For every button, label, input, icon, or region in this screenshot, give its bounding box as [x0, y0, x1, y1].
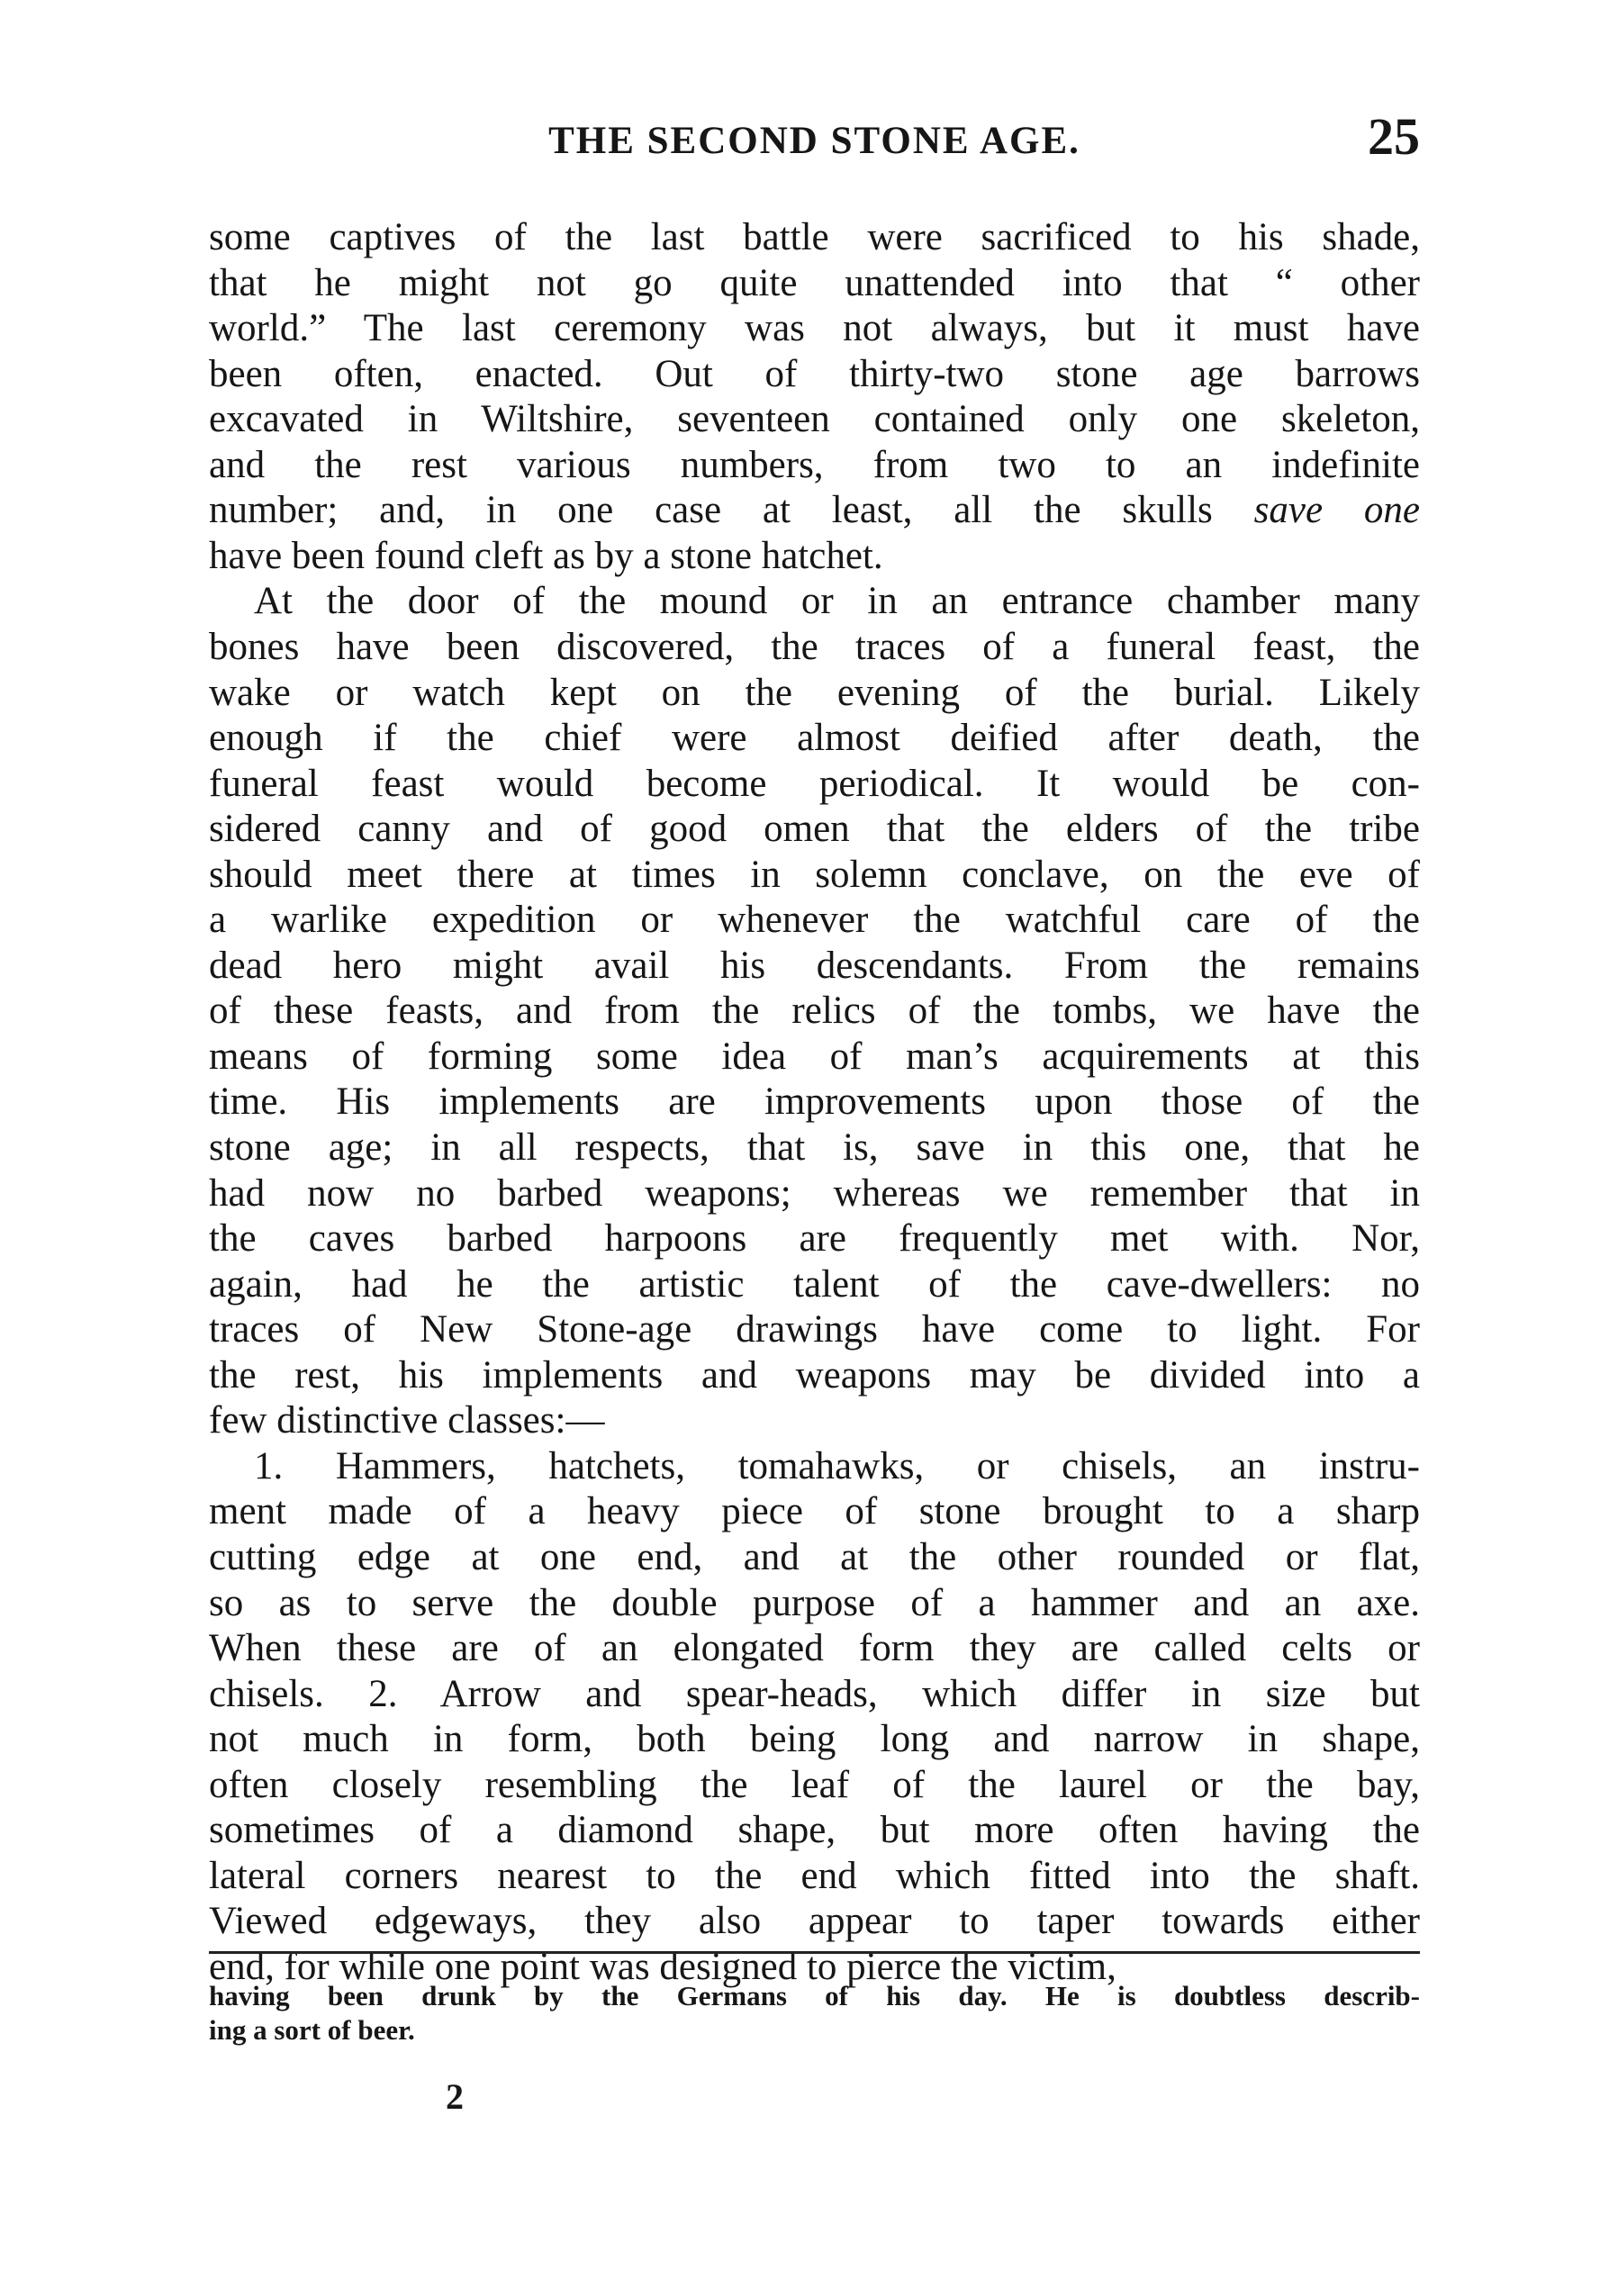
- body-line: wake or watch kept on the evening of the burial. Likely: [209, 671, 1420, 714]
- body-line: lateral corners nearest to the end which fitted into the shaft.: [209, 1854, 1420, 1897]
- footnote-rule: [209, 1951, 1420, 1954]
- body-line: the caves barbed harpoons are frequently met with. Nor,: [209, 1217, 1420, 1261]
- body-line: again, had he the artistic talent of the cave-dwellers: no: [209, 1262, 1420, 1306]
- body-line: sometimes of a diamond shape, but more often having the: [209, 1809, 1420, 1852]
- running-head: [209, 106, 1420, 178]
- body-line: and the rest various numbers, from two to an indefinite: [209, 443, 1420, 486]
- footnote-line: ing a sort of beer.: [209, 2014, 415, 2046]
- body-line: that he might not go quite unattended into that “ other: [209, 261, 1420, 304]
- body-line: 1. Hammers, hatchets, tomahawks, or chisels, an instru-: [254, 1444, 1420, 1487]
- body-line: bones have been discovered, the traces of a funeral feast, the: [209, 625, 1420, 668]
- body-line: had now no barbed weapons; whereas we remember that in: [209, 1171, 1420, 1215]
- body-line: funeral feast would become periodical. It would be con-: [209, 762, 1420, 805]
- signature-mark: 2: [446, 2076, 464, 2117]
- body-line: dead hero might avail his descendants. From the remains: [209, 944, 1420, 987]
- body-line: the rest, his implements and weapons may be divided into a: [209, 1353, 1420, 1397]
- body-line: few distinctive classes:—: [209, 1399, 605, 1442]
- body-line: When these are of an elongated form they are called celts or: [209, 1627, 1420, 1670]
- body-line: been often, enacted. Out of thirty-two stone age barrows: [209, 352, 1420, 395]
- body-line: time. His implements are improvements upon those of the: [209, 1080, 1420, 1124]
- running-title: THE SECOND STONE AGE.: [548, 120, 1080, 162]
- body-line: end, for while one point was designed to pierce the victim,: [209, 1945, 1116, 1988]
- body-line: enough if the chief were almost deified after death, the: [209, 717, 1420, 760]
- body-line: cutting edge at one end, and at the other rounded or flat,: [209, 1535, 1420, 1578]
- body-line: sidered canny and of good omen that the elders of the tribe: [209, 808, 1420, 851]
- body-line: means of forming some idea of man’s acquirements at this: [209, 1035, 1420, 1078]
- body-line: Viewed edgeways, they also appear to taper towards either: [209, 1900, 1420, 1943]
- body-line: At the door of the mound or in an entrance chamber many: [254, 580, 1420, 623]
- body-line: ment made of a heavy piece of stone brought to a sharp: [209, 1490, 1420, 1533]
- body-line: chisels. 2. Arrow and spear-heads, which differ in size but: [209, 1672, 1420, 1715]
- italic-phrase: save one: [1253, 489, 1421, 532]
- body-line: stone age; in all respects, that is, save in this one, that he: [209, 1126, 1420, 1169]
- body-line: not much in form, both being long and narrow in shape,: [209, 1718, 1420, 1761]
- body-line: so as to serve the double purpose of a hammer and an axe.: [209, 1581, 1420, 1624]
- body-line: of these feasts, and from the relics of the tombs, we have the: [209, 990, 1420, 1033]
- page-number: 25: [1368, 107, 1420, 166]
- body-line: traces of New Stone-age drawings have come to light. For: [209, 1308, 1420, 1351]
- body-line: have been found cleft as by a stone hatchet.: [209, 534, 883, 577]
- body-line-with-italic: number; and, in one case at least, all the skulls save one: [209, 489, 1421, 532]
- body-line: often closely resembling the leaf of the laurel or the bay,: [209, 1763, 1420, 1806]
- body-line: should meet there at times in solemn conclave, on the eve of: [209, 853, 1420, 896]
- body-line: some captives of the last battle were sacrificed to his shade,: [209, 216, 1420, 258]
- body-line: world.” The last ceremony was not always, but it must have: [209, 307, 1420, 350]
- footnote-line: having been drunk by the Germans of his day. He is doubtless describ-: [209, 1980, 1420, 2011]
- body-line: excavated in Wiltshire, seventeen contained only one skeleton,: [209, 398, 1420, 441]
- body-line: a warlike expedition or whenever the watchful care of the: [209, 899, 1420, 942]
